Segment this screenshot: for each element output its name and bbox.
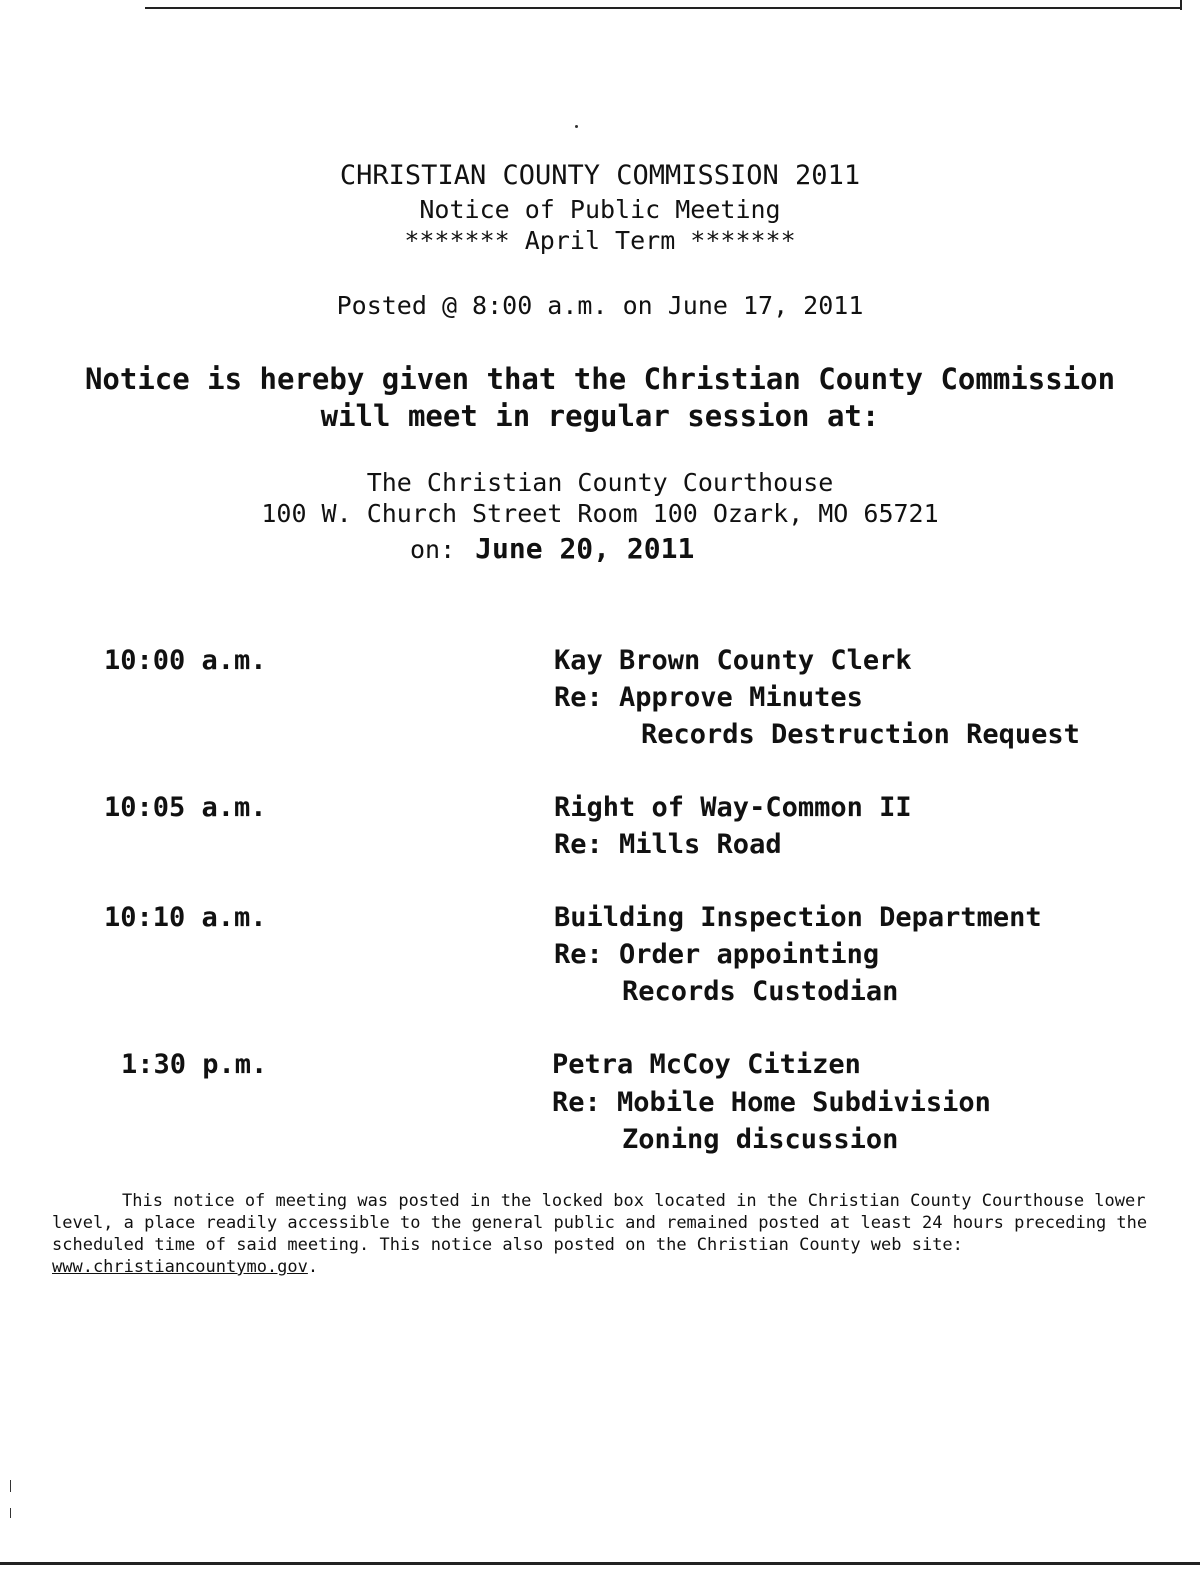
agenda-item-line: Building Inspection Department — [554, 902, 1042, 933]
location-name: The Christian County Courthouse — [366, 468, 834, 497]
posting-statement-end: . — [307, 1257, 319, 1277]
location-address: 100 W. Church Street Room 100 Ozark, MO 65721 — [261, 499, 939, 528]
agenda-item-line: Zoning discussion — [622, 1124, 899, 1155]
agenda-item-line: Re: Approve Minutes — [554, 682, 863, 713]
notice-statement-line-2: will meet in regular session at: — [320, 399, 880, 433]
scan-speck — [575, 125, 578, 128]
meeting-date-line — [410, 532, 694, 565]
meeting-date-label: on: — [410, 535, 456, 564]
agenda-item-line: Records Custodian — [622, 976, 899, 1007]
agenda-time: 10:05 a.m. — [104, 792, 267, 823]
agenda-time: 10:10 a.m. — [104, 902, 267, 933]
agenda-item-line: Re: Mills Road — [554, 829, 782, 860]
agenda-time: 10:00 a.m. — [104, 645, 267, 676]
scan-tick-mark — [10, 1508, 11, 1518]
agenda-item-line: Re: Order appointing — [554, 939, 880, 970]
scan-border-top-right — [1180, 0, 1182, 10]
posting-statement-text: This notice of meeting was posted in the locked box located in the Christian County Courthouse lower level, a place readily accessible to the general public and remained posted at least 24 hours preceding the scheduled time of said meeting. This notice also posted on the Christian County web site: — [52, 1191, 1158, 1255]
agenda-time: 1:30 p.m. — [121, 1049, 268, 1080]
posting-statement — [52, 1190, 1158, 1278]
term-line: ******* April Term ******* — [404, 226, 796, 255]
website-link[interactable]: www.christiancountymo.gov — [52, 1257, 308, 1277]
agenda-item-line: Records Destruction Request — [641, 719, 1080, 750]
meeting-date: June 20, 2011 — [475, 532, 695, 565]
document-title: CHRISTIAN COUNTY COMMISSION 2011 — [339, 160, 861, 191]
document-subtitle: Notice of Public Meeting — [419, 195, 781, 224]
notice-statement-line-1: Notice is hereby given that the Christian County Commission — [84, 362, 1116, 396]
posted-line: Posted @ 8:00 a.m. on June 17, 2011 — [336, 291, 864, 320]
agenda-item-line: Right of Way-Common II — [554, 792, 912, 823]
scan-tick-mark — [10, 1480, 11, 1492]
scan-border-top — [145, 7, 1180, 9]
agenda-item-line: Petra McCoy Citizen — [552, 1049, 861, 1080]
agenda-item-line: Re: Mobile Home Subdivision — [552, 1087, 991, 1118]
scan-border-bottom — [0, 1562, 1200, 1565]
agenda-item-line: Kay Brown County Clerk — [554, 645, 912, 676]
